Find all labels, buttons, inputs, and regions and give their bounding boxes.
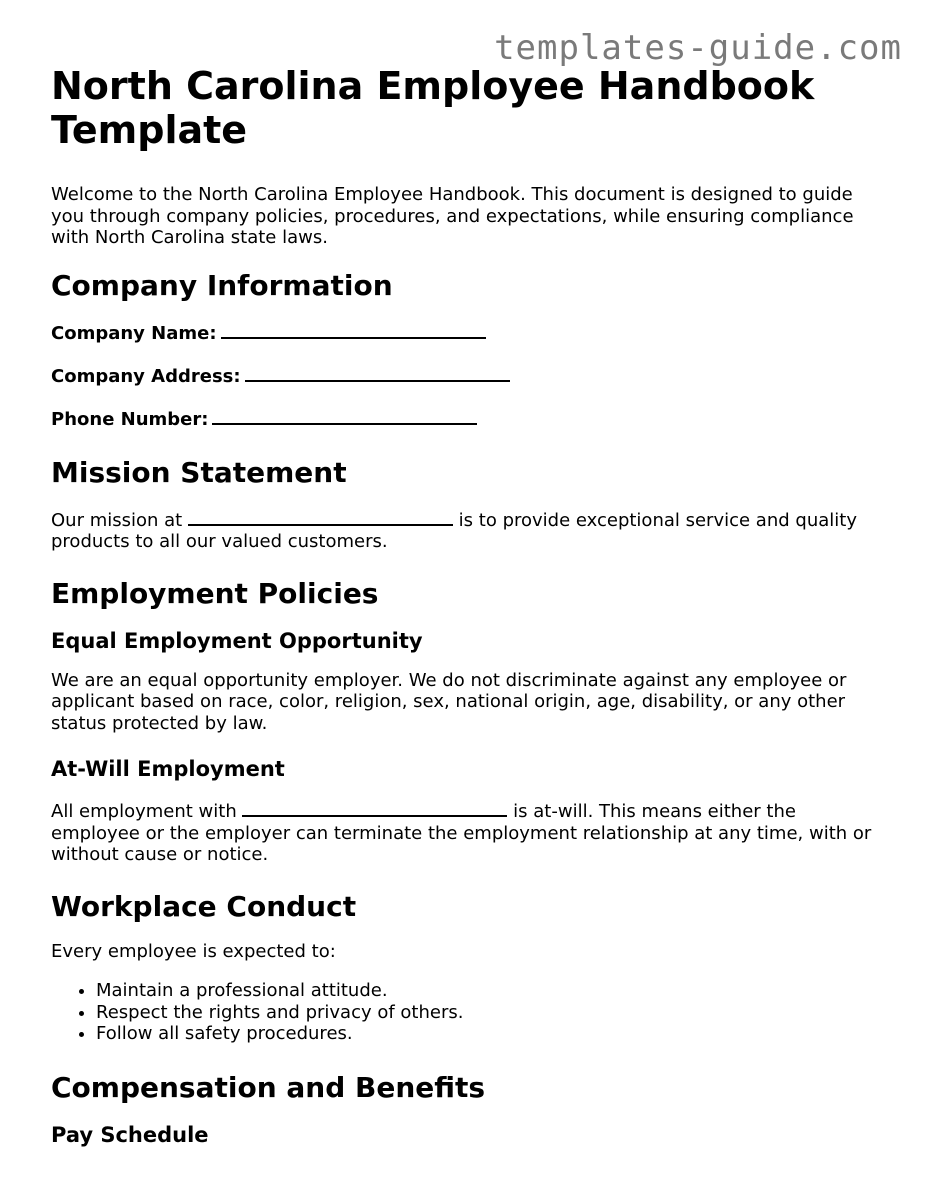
intro-paragraph: Welcome to the North Carolina Employee Handbook. This document is designed to guide you through company policies, procedures, and expectations, while ensuring compliance with North Carolina state laws. [51, 184, 854, 248]
mission-statement-heading: Mission Statement [51, 455, 347, 489]
watermark: templates-guide.com [494, 28, 902, 68]
workplace-conduct-heading: Workplace Conduct [51, 889, 357, 923]
document-title: North Carolina Employee Handbook Template [51, 64, 815, 152]
company-information-heading: Company Information [51, 268, 393, 302]
pay-schedule-heading: Pay Schedule [51, 1122, 209, 1147]
at-will-text-before: All employment with [51, 801, 243, 822]
mission-text-before: Our mission at [51, 509, 188, 531]
at-will-heading: At-Will Employment [51, 757, 285, 781]
at-will-paragraph [51, 798, 881, 866]
phone-number-blank[interactable] [212, 406, 477, 425]
list-item: • Respect the rights and privacy of others. [96, 1002, 881, 1024]
mission-company-blank[interactable] [188, 507, 453, 526]
mission-text-after: is to provide exceptional service and quality products to all our valued customers. [51, 509, 857, 552]
mission-paragraph [51, 507, 881, 553]
list-item: • Follow all safety procedures. [96, 1023, 881, 1045]
company-address-label: Company Address: [51, 365, 241, 387]
company-name-field [51, 320, 881, 344]
list-item: • Maintain a professional attitude. [96, 980, 881, 1002]
phone-number-field [51, 406, 881, 430]
at-will-text-after: is at-will. This means either the employee or the employer can terminate the employment relationship at any time, with or without cause or notice. [51, 801, 872, 865]
eeo-heading: Equal Employment Opportunity [51, 628, 423, 653]
company-address-field [51, 363, 881, 387]
document-page [51, 64, 881, 1164]
conduct-intro: Every employee is expected to: [51, 940, 336, 962]
conduct-list [51, 980, 881, 1045]
company-name-blank[interactable] [221, 320, 486, 339]
eeo-paragraph: We are an equal opportunity employer. We do not discriminate against any employee or applicant based on race, color, religion, sex, national origin, age, disability, or any other status protected by law. [51, 669, 847, 734]
employment-policies-heading: Employment Policies [51, 576, 379, 610]
at-will-company-blank[interactable] [242, 798, 507, 817]
company-name-label: Company Name: [51, 322, 217, 344]
compensation-benefits-heading: Compensation and Benefits [51, 1070, 486, 1104]
company-address-blank[interactable] [245, 363, 510, 382]
phone-number-label: Phone Number: [51, 408, 209, 430]
